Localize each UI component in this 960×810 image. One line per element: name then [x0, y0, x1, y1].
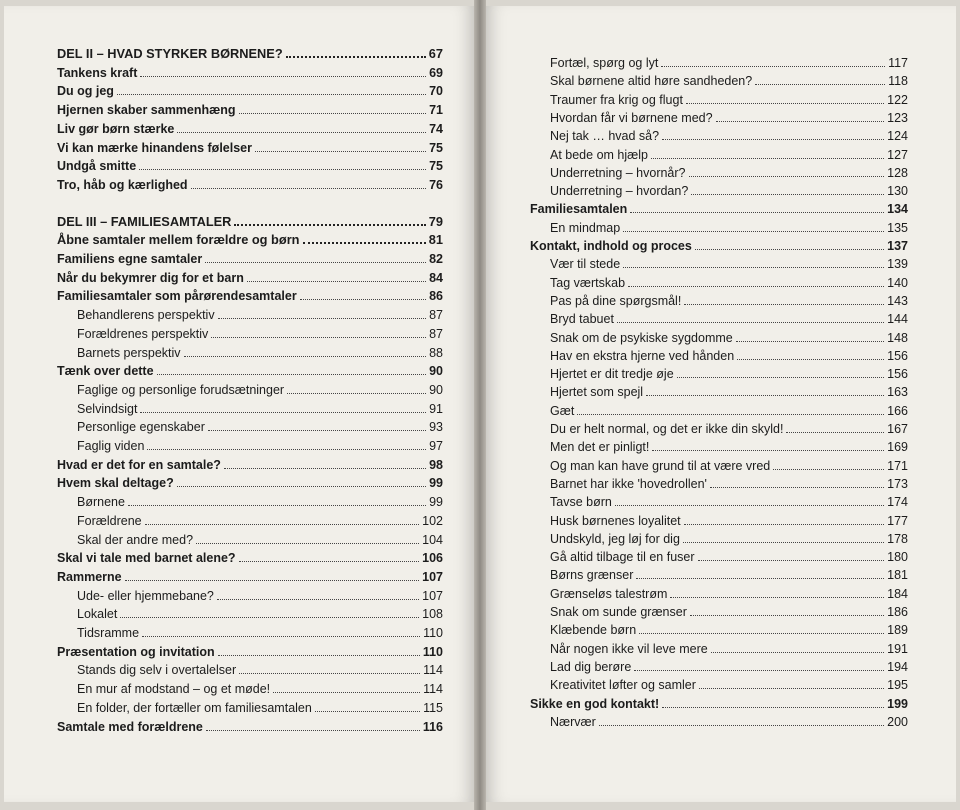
toc-entry — [550, 567, 908, 583]
toc-entry-title: Hvordan får vi børnene med? — [550, 110, 713, 125]
toc-entry — [550, 311, 908, 327]
toc-dot-leader — [218, 308, 427, 319]
toc-dot-leader — [300, 289, 426, 300]
toc-entry — [550, 476, 908, 492]
toc-entry-page: 108 — [422, 607, 443, 622]
toc-entry-title: Præsentation og invitation — [57, 644, 215, 659]
toc-entry — [550, 659, 908, 675]
toc-entry — [77, 326, 443, 342]
toc-dot-leader — [140, 402, 426, 413]
toc-entry — [77, 382, 443, 398]
book-gutter — [474, 0, 486, 810]
toc-entry-page: 199 — [887, 696, 908, 711]
toc-entry-page: 137 — [887, 239, 908, 253]
toc-entry-page: 135 — [887, 220, 908, 235]
toc-entry-page: 194 — [887, 659, 908, 674]
toc-entry-page: 106 — [422, 551, 443, 566]
toc-entry — [550, 220, 908, 236]
toc-entry — [550, 586, 908, 602]
toc-entry-title: Husk børnenes loyalitet — [550, 513, 681, 528]
toc-dot-leader — [623, 257, 884, 268]
toc-dot-leader — [634, 660, 884, 671]
toc-entry-title: Kreativitet løfter og samler — [550, 678, 696, 693]
toc-entry — [530, 201, 908, 217]
toc-dot-leader — [698, 550, 885, 561]
toc-dot-leader — [710, 477, 884, 488]
toc-dot-leader — [699, 678, 884, 689]
toc-dot-leader — [636, 568, 884, 579]
toc-dot-leader — [786, 422, 884, 433]
toc-dot-leader — [218, 645, 420, 656]
toc-dot-leader — [695, 239, 884, 250]
toc-entry-title: Vi kan mærke hinandens følelser — [57, 140, 252, 155]
toc-entry-title: Hjertet som spejl — [550, 385, 644, 400]
toc-entry — [550, 604, 908, 620]
toc-entry-title: Tænk over dette — [57, 364, 154, 379]
toc-dot-leader — [651, 148, 884, 159]
toc-entry-page: 115 — [423, 700, 443, 715]
toc-dot-leader — [716, 111, 885, 122]
toc-entry-page: 181 — [887, 568, 908, 583]
toc-entry — [57, 158, 443, 174]
toc-entry-title: Forældrene — [77, 513, 142, 528]
toc-dot-leader — [639, 623, 884, 634]
toc-dot-leader — [239, 103, 427, 114]
toc-entry-page: 97 — [429, 439, 443, 453]
toc-entry-page: 93 — [429, 420, 443, 435]
toc-entry-title: Behandlerens perspektiv — [77, 308, 215, 323]
toc-dot-leader — [615, 495, 884, 506]
toc-entry — [550, 439, 908, 455]
toc-dot-leader — [617, 312, 884, 323]
toc-entry-title: Klæbende børn — [550, 623, 637, 638]
toc-entry — [77, 606, 443, 622]
toc-entry — [550, 165, 908, 181]
toc-entry-title: Hjertet er dit tredje øje — [550, 367, 674, 382]
toc-dot-leader — [184, 346, 427, 357]
toc-dot-leader — [224, 458, 426, 469]
toc-entry-title: Når nogen ikke vil leve mere — [550, 641, 708, 656]
toc-dot-leader — [773, 459, 884, 470]
toc-entry-page: 122 — [887, 92, 908, 107]
toc-entry-title: Forældrenes perspektiv — [77, 326, 209, 341]
toc-dot-leader — [628, 276, 884, 287]
toc-entry-title: Nærvær — [550, 714, 596, 729]
toc-entry — [550, 677, 908, 693]
toc-entry — [550, 183, 908, 199]
toc-entry — [57, 569, 443, 585]
toc-entry-page: 87 — [429, 308, 443, 323]
toc-dot-leader — [691, 184, 884, 195]
toc-dot-leader — [239, 663, 420, 674]
toc-entry-page: 91 — [429, 401, 443, 416]
toc-entry — [77, 513, 443, 529]
toc-entry-page: 144 — [887, 312, 908, 327]
toc-entry-title: Børns grænser — [550, 568, 634, 583]
toc-entry-title: Men det er pinligt! — [550, 440, 650, 455]
toc-entry-page: 130 — [887, 184, 908, 199]
toc-entry — [77, 438, 443, 454]
toc-entry — [57, 457, 443, 473]
toc-entry-title: Tavse børn — [550, 495, 612, 510]
toc-entry-page: 86 — [429, 289, 443, 304]
toc-dot-leader — [670, 587, 884, 598]
toc-dot-leader — [652, 440, 884, 451]
toc-entry-page: 167 — [887, 422, 908, 436]
toc-entry — [57, 270, 443, 286]
toc-entry — [550, 531, 908, 547]
toc-entry-page: 171 — [887, 458, 908, 473]
toc-dot-leader — [736, 331, 884, 342]
toc-entry — [77, 345, 443, 361]
toc-entry-title: Du og jeg — [57, 84, 114, 99]
toc-entry-page: 134 — [887, 202, 908, 217]
toc-entry — [550, 714, 908, 730]
toc-entry — [77, 307, 443, 323]
toc-entry-title: Familiesamtaler som pårørendesamtaler — [57, 289, 297, 304]
toc-dot-leader — [623, 221, 884, 232]
toc-dot-leader — [737, 349, 884, 360]
toc-dot-leader — [211, 327, 426, 338]
toc-entry-page: 114 — [423, 663, 443, 678]
toc-dot-leader — [662, 697, 884, 708]
toc-dot-leader — [247, 271, 426, 282]
toc-entry-page: 139 — [887, 257, 908, 272]
toc-entry — [77, 625, 443, 641]
toc-entry-title: Undgå smitte — [57, 159, 137, 174]
toc-entry-page: 156 — [887, 367, 908, 382]
toc-entry-title: Personlige egenskaber — [77, 420, 205, 435]
toc-dot-leader — [208, 420, 426, 431]
toc-entry — [57, 475, 443, 491]
toc-dot-leader — [315, 701, 420, 712]
toc-entry-page: 174 — [887, 495, 908, 510]
toc-dot-leader — [128, 495, 426, 506]
toc-dot-leader — [120, 607, 419, 618]
toc-entry — [550, 275, 908, 291]
toc-entry-page: 79 — [428, 213, 443, 229]
toc-entry — [57, 550, 443, 566]
toc-entry-page: 82 — [429, 252, 443, 266]
toc-entry-title: Barnet har ikke 'hovedrollen' — [550, 476, 707, 491]
toc-dot-leader — [177, 122, 426, 133]
toc-entry-page: 110 — [422, 644, 443, 659]
toc-entry — [550, 55, 908, 71]
toc-entry-title: Og man kan have grund til at være vred — [550, 458, 771, 473]
toc-entry-page: 84 — [429, 270, 443, 285]
toc-entry-page: 98 — [429, 457, 443, 472]
toc-dot-leader — [273, 682, 420, 693]
toc-entry-page: 114 — [423, 682, 443, 697]
toc-entry — [77, 662, 443, 678]
toc-entry-page: 88 — [429, 345, 443, 360]
toc-entry-title: Selvindsigt — [77, 401, 138, 416]
toc-entry-title: Kontakt, indhold og proces — [530, 239, 692, 253]
toc-dot-leader — [255, 141, 426, 152]
toc-entry-title: Familiesamtalen — [530, 202, 628, 217]
toc-entry-page: 70 — [429, 84, 443, 99]
toc-entry-title: Bryd tabuet — [550, 312, 614, 327]
toc-entry — [57, 65, 443, 81]
toc-entry-page: 189 — [887, 623, 908, 638]
toc-entry-page: 173 — [887, 476, 908, 491]
toc-entry-page: 178 — [887, 531, 908, 546]
toc-entry — [57, 719, 443, 735]
toc-entry — [57, 46, 443, 62]
toc-entry-title: Åbne samtaler mellem forældre og børn — [57, 232, 300, 248]
toc-entry-title: Familiens egne samtaler — [57, 252, 203, 266]
toc-entry-title: Stands dig selv i overtalelser — [77, 663, 237, 678]
toc-entry — [550, 128, 908, 144]
toc-entry-title: Hjernen skaber sammenhæng — [57, 103, 236, 118]
toc-entry-title: Hvad er det for en samtale? — [57, 457, 221, 472]
toc-entry — [77, 588, 443, 604]
toc-entry — [77, 494, 443, 510]
toc-entry-title: Hav en ekstra hjerne ved hånden — [550, 348, 735, 363]
toc-entry-page: 74 — [429, 121, 443, 136]
toc-entry-page: 184 — [887, 586, 908, 601]
toc-dot-leader — [145, 514, 420, 525]
toc-entry-title: Undskyld, jeg løj for dig — [550, 531, 680, 546]
toc-entry-title: Tidsramme — [77, 626, 140, 640]
toc-dot-leader — [630, 202, 884, 213]
toc-entry-page: 99 — [429, 495, 443, 510]
toc-entry-title: Samtale med forældrene — [57, 719, 203, 734]
toc-entry-page: 75 — [429, 140, 443, 155]
toc-entry — [57, 121, 443, 137]
toc-entry-page: 110 — [423, 626, 443, 640]
toc-dot-leader — [677, 367, 884, 378]
toc-entry-title: Skal der andre med? — [77, 532, 194, 547]
toc-entry — [77, 419, 443, 435]
toc-dot-leader — [140, 66, 426, 77]
toc-entry-page: 67 — [428, 46, 443, 61]
toc-dot-leader — [217, 589, 419, 600]
toc-entry — [530, 696, 908, 712]
toc-entry-title: Pas på dine spørgsmål! — [550, 293, 682, 308]
toc-entry — [550, 403, 908, 419]
toc-entry — [77, 700, 443, 716]
toc-dot-leader — [206, 720, 420, 731]
toc-entry-title: Børnene — [77, 495, 125, 510]
toc-dot-leader — [684, 294, 884, 305]
toc-dot-leader — [686, 93, 884, 104]
toc-entry-title: Tro, håb og kærlighed — [57, 177, 188, 192]
toc-entry — [57, 140, 443, 156]
toc-entry — [57, 288, 443, 304]
toc-entry — [550, 366, 908, 382]
toc-entry — [550, 494, 908, 510]
toc-entry-title: Tankens kraft — [57, 65, 138, 80]
toc-entry — [550, 458, 908, 474]
toc-entry-title: Traumer fra krig og flugt — [550, 92, 683, 107]
toc-entry-title: Faglige og personlige forudsætninger — [77, 382, 285, 397]
toc-entry-title: Underretning – hvordan? — [550, 184, 689, 199]
toc-entry-page: 195 — [887, 678, 908, 693]
toc-dot-leader — [689, 166, 885, 177]
toc-entry-title: Gæt — [550, 403, 575, 418]
toc-entry-page: 123 — [887, 110, 908, 125]
toc-dot-leader — [661, 56, 885, 67]
toc-entry-page: 76 — [429, 177, 443, 192]
toc-entry-title: Skal børnene altid høre sandheden? — [550, 74, 753, 89]
toc-entry-title: Grænseløs talestrøm — [550, 586, 668, 601]
toc-entry — [77, 401, 443, 417]
toc-entry-title: Gå altid tilbage til en fuser — [550, 550, 695, 565]
toc-entry-title: Snak om sunde grænser — [550, 605, 687, 619]
toc-entry-page: 117 — [888, 56, 908, 70]
toc-entry — [57, 232, 443, 248]
toc-entry — [530, 238, 908, 254]
toc-entry-title: Rammerne — [57, 569, 122, 584]
toc-entry-page: 107 — [422, 569, 443, 584]
toc-entry — [550, 513, 908, 529]
toc-entry-title: DEL III – FAMILIESAMTALER — [57, 213, 232, 229]
toc-entry-page: 148 — [887, 330, 908, 345]
toc-entry-page: 104 — [422, 532, 443, 547]
toc-dot-leader — [711, 642, 884, 653]
toc-dot-leader — [755, 74, 885, 85]
toc-entry-title: Når du bekymrer dig for et barn — [57, 270, 244, 285]
toc-entry — [550, 641, 908, 657]
toc-dot-leader — [142, 626, 420, 637]
toc-entry — [550, 384, 908, 400]
toc-dot-leader — [147, 439, 426, 450]
toc-dot-leader — [125, 570, 420, 581]
toc-dot-leader — [196, 533, 419, 544]
toc-dot-leader — [139, 159, 426, 170]
toc-entry-page: 71 — [429, 103, 443, 118]
toc-entry-title: Hvem skal deltage? — [57, 476, 174, 491]
toc-entry — [57, 102, 443, 118]
toc-dot-leader — [646, 385, 884, 396]
toc-dot-leader — [684, 514, 885, 525]
toc-entry — [550, 549, 908, 565]
toc-entry-title: En mur af modstand – og et møde! — [77, 682, 271, 697]
toc-dot-leader — [287, 383, 426, 394]
toc-entry-page: 180 — [887, 550, 908, 565]
toc-entry — [550, 73, 908, 89]
toc-entry-page: 163 — [887, 385, 908, 400]
toc-entry-page: 116 — [422, 719, 443, 734]
toc-entry-title: Liv gør børn stærke — [57, 121, 175, 136]
toc-dot-leader — [117, 84, 426, 95]
toc-entry — [550, 147, 908, 163]
toc-entry-page: 166 — [887, 403, 908, 418]
toc-entry-page: 69 — [429, 65, 443, 80]
toc-dot-leader — [205, 252, 426, 263]
toc-entry-title: Tag værtskab — [550, 275, 626, 290]
toc-entry — [550, 330, 908, 346]
toc-entry-title: Fortæl, spørg og lyt — [550, 56, 659, 70]
toc-entry — [550, 348, 908, 364]
toc-dot-leader — [191, 178, 427, 189]
toc-entry — [77, 532, 443, 548]
toc-dot-leader — [286, 46, 426, 58]
toc-entry-title: Skal vi tale med barnet alene? — [57, 551, 236, 566]
toc-entry-page: 102 — [422, 513, 443, 528]
toc-entry-page: 169 — [887, 440, 908, 455]
toc-entry — [57, 177, 443, 193]
toc-entry — [550, 256, 908, 272]
toc-entry — [550, 293, 908, 309]
toc-entry-page: 90 — [429, 382, 443, 397]
toc-entry-title: Lokalet — [77, 607, 118, 622]
toc-entry — [57, 363, 443, 379]
toc-dot-leader — [662, 129, 884, 140]
toc-entry-page: 127 — [887, 147, 908, 162]
toc-entry — [57, 214, 443, 230]
toc-entry-page: 118 — [888, 74, 908, 89]
toc-entry-page: 107 — [422, 588, 443, 603]
toc-entry-page: 124 — [887, 129, 908, 144]
right-page — [486, 6, 956, 802]
toc-dot-leader — [599, 715, 884, 726]
toc-entry-page: 87 — [429, 326, 443, 341]
toc-entry — [550, 421, 908, 437]
toc-dot-leader — [177, 476, 426, 487]
toc-entry-title: Lad dig berøre — [550, 659, 632, 674]
toc-entry-title: Vær til stede — [550, 257, 621, 272]
toc-entry-page: 177 — [887, 513, 908, 528]
toc-entry — [550, 110, 908, 126]
toc-entry-page: 200 — [887, 714, 908, 729]
toc-entry-title: Du er helt normal, og det er ikke din skyld! — [550, 422, 784, 436]
toc-entry — [550, 92, 908, 108]
toc-dot-leader — [683, 532, 884, 543]
toc-entry-title: Underretning – hvornår? — [550, 165, 686, 180]
toc-entry-title: DEL II – HVAD STYRKER BØRNENE? — [57, 46, 283, 61]
toc-entry-page: 81 — [428, 232, 443, 248]
toc-entry-title: En mindmap — [550, 220, 621, 235]
toc-entry-title: At bede om hjælp — [550, 147, 648, 162]
left-page — [4, 6, 474, 802]
toc-entry-title: Barnets perspektiv — [77, 345, 181, 360]
toc-entry-title: Nej tak … hvad så? — [550, 129, 660, 144]
toc-entry-title: Faglig viden — [77, 439, 145, 453]
toc-dot-leader — [690, 605, 884, 616]
toc-entry-page: 99 — [429, 476, 443, 491]
toc-entry — [57, 644, 443, 660]
toc-entry-title: Snak om de psykiske sygdomme — [550, 330, 733, 345]
toc-entry-page: 140 — [887, 275, 908, 290]
toc-entry-page: 90 — [429, 364, 443, 379]
toc-entry — [77, 681, 443, 697]
toc-entry-page: 75 — [429, 159, 443, 174]
toc-entry-title: En folder, der fortæller om familiesamtalen — [77, 700, 312, 715]
toc-dot-leader — [234, 214, 425, 226]
toc-entry-page: 186 — [887, 605, 908, 619]
toc-entry-page: 156 — [887, 348, 908, 363]
toc-entry — [57, 83, 443, 99]
toc-entry-page: 143 — [887, 293, 908, 308]
toc-entry — [550, 622, 908, 638]
toc-entry-page: 128 — [887, 165, 908, 180]
toc-dot-leader — [577, 404, 884, 415]
toc-entry-page: 191 — [887, 641, 908, 656]
toc-dot-leader — [157, 364, 427, 375]
toc-entry-title: Ude- eller hjemmebane? — [77, 588, 214, 603]
toc-entry-title: Sikke en god kontakt! — [530, 696, 660, 711]
toc-entry — [57, 251, 443, 267]
toc-dot-leader — [239, 551, 420, 562]
toc-dot-leader — [303, 232, 426, 244]
